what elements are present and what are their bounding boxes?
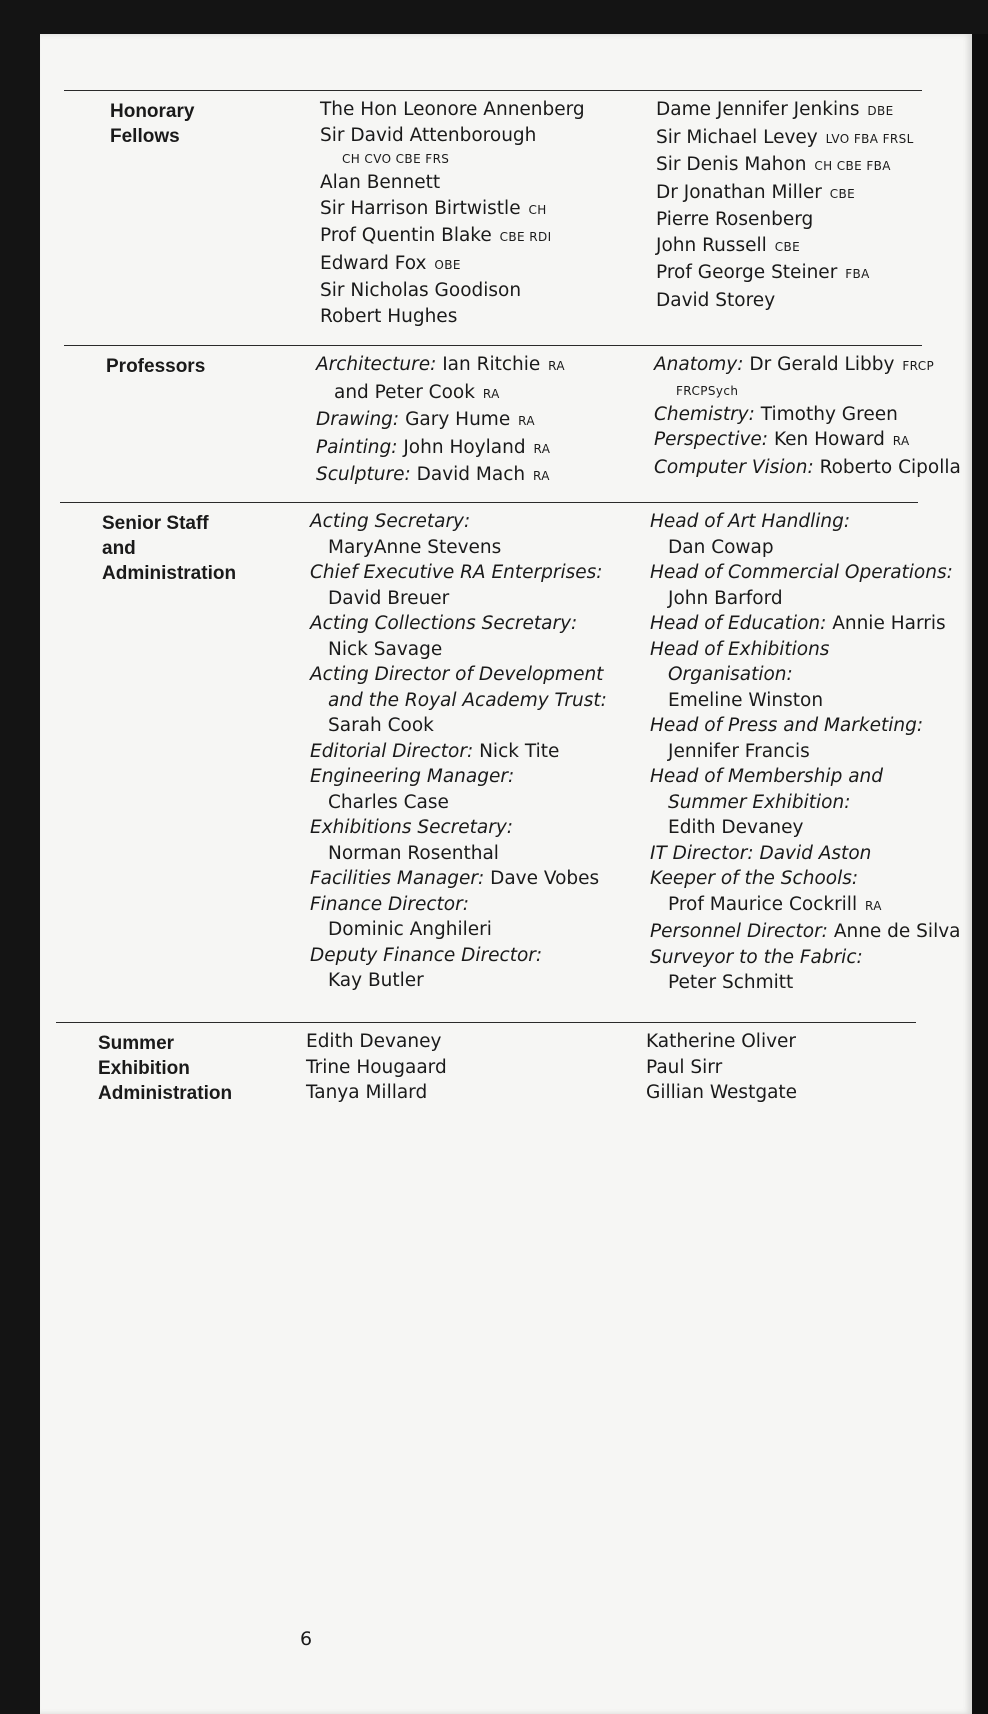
list-item <box>310 841 640 867</box>
list-item <box>650 688 980 714</box>
postnominal-letters: CH <box>528 202 547 217</box>
person-name: Trine Hougaard <box>306 1056 447 1078</box>
list-item <box>650 611 980 637</box>
postnominal-letters: FBA <box>845 267 870 281</box>
role-title: Chemistry: <box>654 403 755 425</box>
person-name: Dame Jennifer Jenkins <box>656 99 860 120</box>
person-name: Edith Devaney <box>306 1031 442 1052</box>
person-name: Dan Cowap <box>668 536 774 558</box>
person-name: Nick Tite <box>479 740 560 762</box>
person-name: Charles Case <box>328 791 449 813</box>
person-name: Kay Butler <box>328 970 424 991</box>
person-name: Sarah Cook <box>328 715 434 736</box>
person-name: Katherine Oliver <box>646 1031 797 1052</box>
list-item <box>306 1055 636 1081</box>
list-item <box>650 713 980 739</box>
role-title: Acting Director of Development <box>310 664 604 685</box>
person-name: MaryAnne Stevens <box>328 536 502 558</box>
role-title: Head of Press and Marketing: <box>650 715 924 736</box>
list-item <box>310 866 640 892</box>
list-item <box>650 945 980 971</box>
role-title: Keeper of the Schools: <box>650 868 859 889</box>
list-item <box>646 1029 976 1055</box>
role-title: Exhibitions Secretary: <box>310 817 514 838</box>
person-name: Sir Michael Levey <box>656 126 818 148</box>
list-item <box>316 407 646 435</box>
role-title: Sculpture: <box>316 464 411 485</box>
person-name: David Storey <box>656 289 776 311</box>
postnominal-letters: CH CBE FBA <box>814 159 891 173</box>
list-item <box>650 970 980 996</box>
person-name: Dr Jonathan Miller <box>656 181 822 203</box>
role-title: Acting Secretary: <box>310 511 471 532</box>
role-title: Head of Art Handling: <box>650 511 851 532</box>
column-right <box>656 97 986 313</box>
list-item <box>656 152 986 180</box>
section-senior-staff <box>60 502 961 1023</box>
list-item <box>656 97 986 125</box>
role-title: IT Director: David Aston <box>650 842 872 864</box>
list-item <box>650 841 980 867</box>
list-item <box>650 815 980 841</box>
person-name: John Russell <box>656 234 767 256</box>
list-item <box>320 251 650 279</box>
person-name: Dominic Anghileri <box>328 919 492 940</box>
column-right <box>650 509 980 996</box>
role-title: Deputy Finance Director: <box>310 944 543 966</box>
list-item <box>310 790 640 816</box>
person-name: Ian Ritchie <box>442 354 541 375</box>
role-title: Editorial Director: <box>310 740 474 762</box>
list-item <box>316 435 646 463</box>
person-name: Alan Bennett <box>320 172 441 193</box>
list-item <box>310 917 640 943</box>
role-title: Head of Commercial Operations: <box>650 562 953 583</box>
person-name: Anne de Silva <box>833 921 961 942</box>
postnominal-letters: CH CVO CBE FRS <box>342 152 450 166</box>
list-item <box>310 713 640 739</box>
list-item <box>654 455 984 481</box>
person-name: Emeline Winston <box>668 689 824 711</box>
list-item <box>656 180 986 208</box>
person-name: Sir Harrison Birtwistle <box>320 197 521 219</box>
column-right <box>654 352 984 480</box>
role-title: Facilities Manager: <box>310 868 485 889</box>
list-item <box>320 196 650 224</box>
list-item <box>646 1055 976 1081</box>
list-item <box>320 123 650 149</box>
person-name: Tanya Millard <box>306 1082 428 1103</box>
person-name: Dave Vobes <box>490 868 600 889</box>
list-item <box>650 586 980 612</box>
list-item <box>650 892 980 920</box>
person-name: Ken Howard <box>773 429 885 450</box>
column-left <box>316 352 646 490</box>
person-name: Peter Schmitt <box>668 972 794 993</box>
list-item <box>650 509 980 535</box>
person-name: and Peter Cook <box>334 381 475 403</box>
list-item <box>310 943 640 969</box>
person-name: Gillian Westgate <box>646 1082 798 1103</box>
postnominal-letters: OBE <box>434 257 461 272</box>
person-name: John Hoyland <box>403 436 526 458</box>
role-title: and the Royal Academy Trust: <box>328 689 607 711</box>
role-title: Perspective: <box>654 429 769 450</box>
list-item <box>320 304 650 330</box>
list-item <box>310 586 640 612</box>
list-item <box>310 611 640 637</box>
role-title: Engineering Manager: <box>310 766 515 787</box>
list-item <box>310 535 640 561</box>
person-name: The Hon Leonore Annenberg <box>320 99 585 120</box>
list-item <box>650 560 980 586</box>
list-item <box>656 260 986 288</box>
section-professors <box>64 345 961 496</box>
column-left <box>320 97 650 329</box>
postnominal-letters: RA <box>864 898 882 913</box>
person-name: Dr Gerald Libby <box>749 354 895 375</box>
role-title: Drawing: <box>316 409 400 430</box>
postnominal-letters: CBE RDI <box>499 230 552 244</box>
list-item <box>656 207 986 233</box>
postnominal-letters: CBE <box>829 186 856 201</box>
list-item <box>320 278 650 304</box>
postnominal-letters: RA <box>548 359 566 373</box>
role-title: Finance Director: <box>310 893 469 915</box>
list-item <box>310 662 640 688</box>
postnominal-letters: RA <box>518 414 535 428</box>
section-summer-exhibition <box>56 1022 916 1143</box>
section-honorary-fellows <box>64 90 922 327</box>
person-name: Robert Hughes <box>320 305 458 327</box>
section-heading: Honorary Fellows <box>110 101 195 147</box>
person-name: Norman Rosenthal <box>328 842 499 864</box>
person-name: Roberto Cipolla <box>819 456 961 478</box>
list-item <box>310 815 640 841</box>
column-left <box>310 509 640 994</box>
list-item <box>654 427 984 455</box>
postnominal-letters: RA <box>533 469 550 483</box>
section-heading: Professors <box>106 356 206 377</box>
role-title: Acting Collections Secretary: <box>310 613 578 634</box>
role-title: Head of Membership and <box>650 766 883 787</box>
role-title: Summer Exhibition: <box>668 791 851 813</box>
section-heading: Summer Exhibition Administration <box>98 1033 233 1104</box>
person-name: Sir Denis Mahon <box>656 154 807 175</box>
list-item <box>320 223 650 251</box>
list-item <box>656 288 986 314</box>
list-item <box>320 97 650 123</box>
list-item <box>650 919 980 945</box>
list-item <box>310 968 640 994</box>
section-heading: Senior Staff and Administration <box>102 513 237 584</box>
list-item <box>650 739 980 765</box>
column-right <box>646 1029 976 1106</box>
role-title: Head of Exhibitions <box>650 638 830 660</box>
role-title: Chief Executive RA Enterprises: <box>310 562 603 583</box>
person-name: Edward Fox <box>320 252 427 274</box>
list-item <box>310 892 640 918</box>
person-name: Paul Sirr <box>646 1056 723 1078</box>
list-item <box>646 1080 976 1106</box>
person-name: David Mach <box>416 464 526 485</box>
list-item <box>316 380 646 408</box>
person-name: Edith Devaney <box>668 817 804 838</box>
list-item <box>310 509 640 535</box>
person-name: Pierre Rosenberg <box>656 209 814 230</box>
person-name: Prof Maurice Cockrill <box>668 893 858 915</box>
person-name: Timothy Green <box>760 403 898 425</box>
list-item <box>316 352 646 380</box>
list-item <box>306 1080 636 1106</box>
person-name: Annie Harris <box>832 613 946 634</box>
list-item <box>654 402 984 428</box>
role-title: Organisation: <box>668 664 793 685</box>
person-name: Nick Savage <box>328 638 443 660</box>
postnominal-letters: RA <box>892 434 910 448</box>
list-item <box>654 352 984 380</box>
postnominal-letters: DBE <box>867 104 894 118</box>
postnominal-letters: RA <box>482 386 500 401</box>
postnominal-letters: FRCP <box>902 359 935 373</box>
person-name: John Barford <box>668 587 783 609</box>
person-name: Prof George Steiner <box>656 262 838 283</box>
list-item <box>310 764 640 790</box>
role-title: Painting: <box>316 436 398 458</box>
list-item <box>656 233 986 261</box>
page-number: 6 <box>300 1628 313 1650</box>
role-title: Personnel Director: <box>650 921 828 942</box>
list-item <box>320 170 650 196</box>
postnominal-letters: FRCPSych <box>676 383 739 398</box>
list-item <box>316 462 646 490</box>
list-item <box>650 662 980 688</box>
person-name: Sir Nicholas Goodison <box>320 280 522 301</box>
list-item <box>310 560 640 586</box>
role-title: Computer Vision: <box>654 456 814 478</box>
person-name: David Breuer <box>328 587 450 609</box>
person-name: Jennifer Francis <box>668 740 810 762</box>
list-item <box>310 688 640 714</box>
role-title: Anatomy: <box>654 354 744 375</box>
list-item <box>650 637 980 663</box>
role-title: Architecture: <box>316 354 437 375</box>
list-item <box>656 125 986 153</box>
list-item <box>310 637 640 663</box>
person-name: Sir David Attenborough <box>320 124 537 146</box>
column-left <box>306 1029 636 1106</box>
list-item <box>650 790 980 816</box>
list-item <box>650 866 980 892</box>
list-item <box>306 1029 636 1055</box>
list-item <box>310 739 640 765</box>
role-title: Surveyor to the Fabric: <box>650 946 863 968</box>
list-item <box>650 764 980 790</box>
role-title: Head of Education: <box>650 613 827 634</box>
postnominal-letters: CBE <box>774 239 801 254</box>
person-name: Gary Hume <box>405 409 511 430</box>
postnominal-letters: LVO FBA FRSL <box>825 131 914 146</box>
list-item <box>650 535 980 561</box>
person-name: Prof Quentin Blake <box>320 225 492 246</box>
postnominal-letters: RA <box>533 441 551 456</box>
